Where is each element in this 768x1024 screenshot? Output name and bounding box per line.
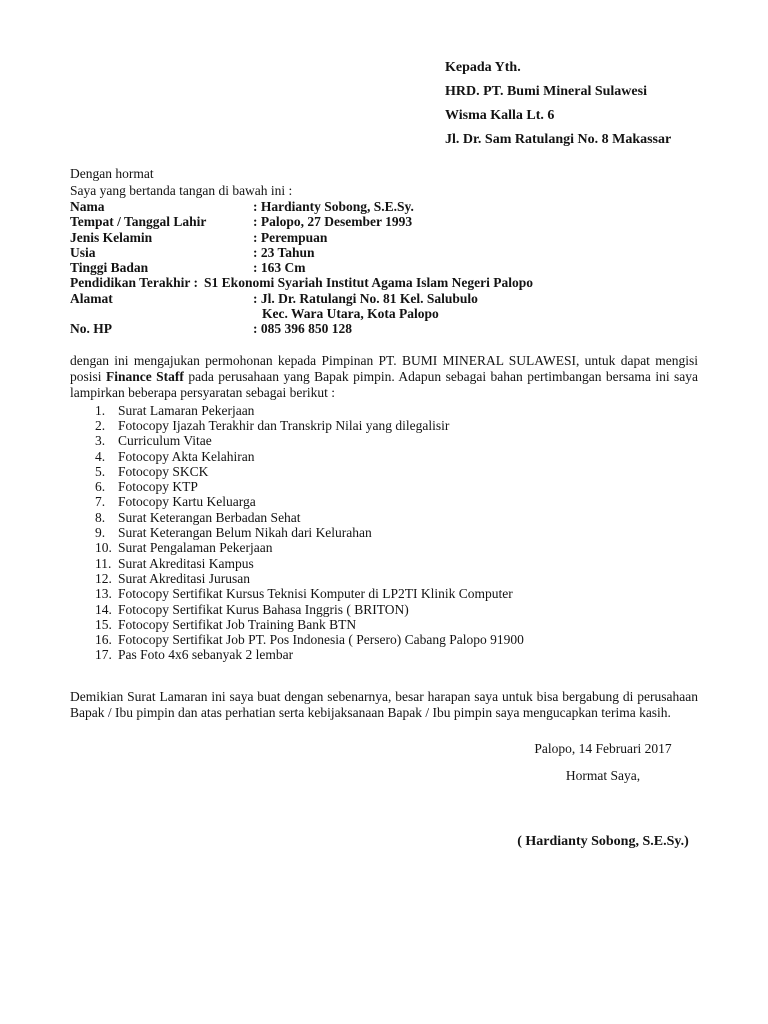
- attachment-text: Pas Foto 4x6 sebanyak 2 lembar: [118, 647, 294, 663]
- attachment-text: Fotocopy Sertifikat Job Training Bank BTN: [118, 616, 357, 632]
- personal-data-label: Usia: [70, 244, 96, 260]
- attachment-number: 4.: [95, 448, 106, 464]
- application-text-before: dengan ini mengajukan permohonan kepada Pimpinan PT. BUMI MINERAL SULAWESI, untuk dapat mengisi posisi: [70, 352, 698, 384]
- recipient-line-building: Wisma Kalla Lt. 6: [445, 108, 555, 123]
- personal-data-label: Nama: [70, 199, 105, 214]
- attachment-text: Fotocopy Sertifikat Job PT. Pos Indonesia ( Persero) Cabang Palopo 91900: [118, 632, 524, 648]
- signature-salutation: Hormat Saya,: [565, 767, 641, 783]
- attachment-number: 3.: [95, 433, 106, 449]
- attachment-text: Fotocopy Akta Kelahiran: [118, 448, 255, 464]
- attachments-list: [70, 403, 698, 663]
- personal-data-value: S1 Ekonomi Syariah Institut Agama Islam Negeri Palopo: [204, 275, 533, 291]
- attachment-text: Fotocopy Sertifikat Kurus Bahasa Inggris ( BRITON): [118, 601, 409, 617]
- attachment-item: [95, 647, 698, 662]
- personal-data-label: No. HP: [70, 321, 112, 337]
- personal-data-label: Jenis Kelamin: [70, 229, 153, 245]
- personal-data-value: : 23 Tahun: [253, 244, 315, 260]
- attachment-text: Surat Lamaran Pekerjaan: [118, 402, 255, 418]
- attachment-item: [95, 418, 698, 433]
- personal-data-value: : Perempuan: [253, 229, 328, 245]
- personal-data-row: [70, 275, 698, 290]
- position-name: Finance Staff: [105, 368, 184, 384]
- recipient-line-kepada: Kepada Yth.: [445, 60, 521, 75]
- attachment-item: [95, 494, 698, 509]
- attachment-text: Surat Keterangan Berbadan Sehat: [118, 509, 301, 525]
- personal-data-value: : Jl. Dr. Ratulangi No. 81 Kel. Salubulo Kec. Wara Utara, Kota Palopo: [253, 290, 478, 322]
- attachment-item: [95, 479, 698, 494]
- attachment-text: Fotocopy Kartu Keluarga: [118, 494, 256, 510]
- attachment-number: 15.: [95, 616, 112, 632]
- recipient-line-company: HRD. PT. Bumi Mineral Sulawesi: [445, 84, 647, 99]
- attachment-item: [95, 525, 698, 540]
- attachment-item: [95, 403, 698, 418]
- signature-space: [475, 784, 731, 834]
- personal-data-row: [70, 321, 698, 336]
- attachment-number: 13.: [95, 586, 112, 602]
- personal-data-value: : Palopo, 27 Desember 1993: [253, 214, 413, 230]
- attachment-text: Surat Keterangan Belum Nikah dari Kelurahan: [118, 525, 372, 541]
- personal-data-row: [70, 199, 698, 214]
- attachment-text: Fotocopy SKCK: [118, 463, 209, 479]
- attachment-item: [95, 464, 698, 479]
- attachment-item: [95, 586, 698, 601]
- attachment-item: [95, 540, 698, 555]
- attachment-text: Fotocopy Sertifikat Kursus Teknisi Komputer di LP2TI Klinik Computer: [118, 586, 513, 602]
- personal-data-value: : 163 Cm: [253, 260, 306, 276]
- signature-name: ( Hardianty Sobong, S.E.Sy.): [517, 833, 689, 849]
- signature-place-date: Palopo, 14 Februari 2017: [534, 740, 672, 756]
- attachment-number: 5.: [95, 463, 106, 479]
- attachment-number: 16.: [95, 632, 112, 648]
- personal-data-label: Alamat: [70, 290, 113, 306]
- attachment-item: [95, 433, 698, 448]
- attachment-item: [95, 556, 698, 571]
- intro-line: Saya yang bertanda tangan di bawah ini :: [70, 183, 293, 198]
- attachment-item: [95, 632, 698, 647]
- attachment-number: 8.: [95, 509, 106, 525]
- personal-data-label: Tempat / Tanggal Lahir: [70, 214, 207, 230]
- attachment-text: Fotocopy KTP: [118, 479, 198, 495]
- application-text-after: pada perusahaan yang Bapak pimpin. Adapun sebagai bahan pertimbangan bersama ini saya lampirkan beberapa persyaratan sebagai berikut :: [70, 368, 698, 400]
- attachment-number: 6.: [95, 479, 106, 495]
- salutation-line: Dengan hormat: [70, 166, 154, 181]
- attachment-number: 7.: [95, 494, 106, 510]
- attachment-number: 12.: [95, 570, 112, 586]
- attachment-item: [95, 602, 698, 617]
- personal-data-row: [70, 245, 698, 260]
- personal-data-row: [70, 260, 698, 275]
- personal-data-value: : 085 396 850 128: [253, 321, 352, 337]
- attachment-item: [95, 510, 698, 525]
- personal-data-label: Tinggi Badan: [70, 260, 149, 276]
- closing-paragraph: Demikian Surat Lamaran ini saya buat dengan sebenarnya, besar harapan saya untuk bisa bergabung di perusahaan Bapak / Ibu pimpin dan atas perhatian serta kebijaksanaan Bapak / Ibu pimpin saya mengucapkan terima kasih.: [70, 688, 698, 720]
- application-paragraph: [70, 353, 698, 401]
- attachment-item: [95, 571, 698, 586]
- attachment-number: 10.: [95, 540, 112, 556]
- personal-data-section: [70, 199, 698, 337]
- recipient-block: [445, 56, 698, 152]
- attachment-item: [95, 449, 698, 464]
- attachment-item: [95, 617, 698, 632]
- attachment-number: 2.: [95, 417, 106, 433]
- attachment-number: 17.: [95, 647, 112, 663]
- attachment-number: 14.: [95, 601, 112, 617]
- recipient-line-address: Jl. Dr. Sam Ratulangi No. 8 Makassar: [445, 132, 672, 147]
- attachment-number: 1.: [95, 402, 106, 418]
- attachment-text: Surat Akreditasi Jurusan: [118, 570, 250, 586]
- opening-block: [70, 165, 698, 199]
- signature-block: [475, 741, 731, 850]
- personal-data-value: : Hardianty Sobong, S.E.Sy.: [253, 199, 414, 214]
- personal-data-row: [70, 291, 698, 322]
- attachment-text: Surat Pengalaman Pekerjaan: [118, 540, 273, 556]
- personal-data-row: [70, 230, 698, 245]
- attachment-text: Curriculum Vitae: [118, 433, 212, 449]
- personal-data-label: Pendidikan Terakhir :: [70, 275, 199, 291]
- attachment-text: Surat Akreditasi Kampus: [118, 555, 254, 571]
- attachment-text: Fotocopy Ijazah Terakhir dan Transkrip Nilai yang dilegalisir: [118, 417, 450, 433]
- attachment-number: 9.: [95, 525, 106, 541]
- attachment-number: 11.: [95, 555, 112, 571]
- personal-data-row: [70, 214, 698, 229]
